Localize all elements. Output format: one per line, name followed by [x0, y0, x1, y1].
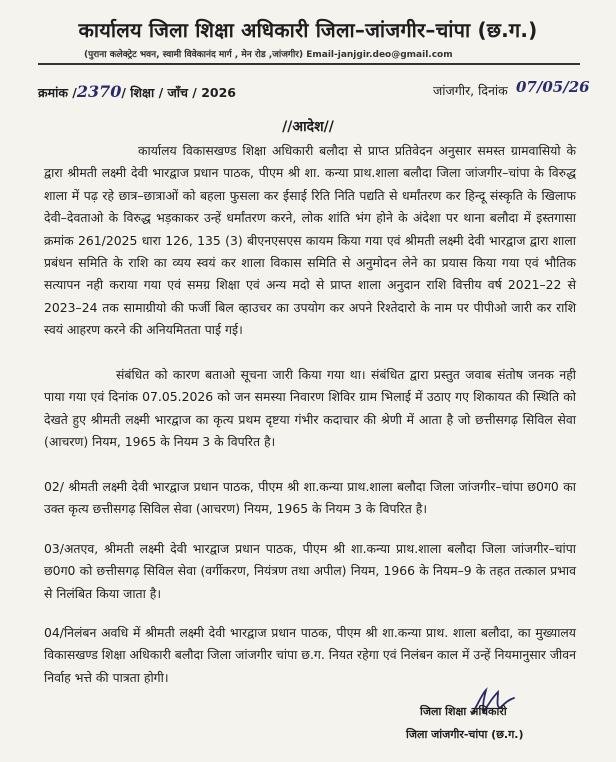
- paragraph-4: 03/अतएव, श्रीमती लक्ष्मी देवी भारद्वाज प्रधान पाठक, पीएम श्री शा.कन्या प्राथ.शाला बलौदा जिला जांजगीर–चांपा छ0ग0 को छत्तीसगढ़ सिविल सेवा (वर्गीकरण, नियंत्रण तथा अपील) नियम, 1966 के नियम–9 के तहत तत्काल प्रभाव से निलंबित किया जाता है।: [44, 541, 576, 601]
- paragraph-1: कार्यालय विकासखण्ड शिक्षा अधिकारी बलौदा से प्राप्त प्रतिवेदन अनुसार समस्त ग्रामवासियो के द्वारा श्रीमती लक्ष्मी देवी भारद्वाज प्रधान पाठक, पीएम श्री शा. कन्या प्राथ.शाला बलौदा जिला जांजगीर–चांपा के विरुद्ध शाला में पढ़ रहे छात्र–छात्राओं को बहला फुसला कर ईसाई रिति निति पद्यति से धर्मांतरण कर हिन्दू संस्कृति के खिलाफ देवी–देवताओ के विरुद्ध भड़काकर उन्हें धर्मांतरण करने, लोक शांति भंग होने के अंदेशा पर थाना बलौदा में इस्तगासा क्रमांक 261/2025 धारा 126, 135 (3) बीएनएसएस कायम किया गया एवं श्रीमती लक्ष्मी देवी भारद्वाज द्वारा शाला प्रबंधन समिति के राशि का व्यय स्वयं कर शाला विकास समिति से अनुमोदन लेने का प्रयास किया गया एवं भौतिक सत्यापन नही कराया गया एवं समग्र शिक्षा एवं अन्य मदो से प्राप्त शाला अनुदान राशि वित्तीय वर्ष 2021–22 से 2023–24 तक सामाग्रीयो की फर्जी बिल व्हाउचर का उपयोग कर अपने रिश्तेदारो के नाम पर पीपीओ जारी कर राशि स्वयं आहरण करने की अनियमितता पाई गई।: [44, 143, 576, 338]
- order-title: //आदेश//: [282, 119, 334, 135]
- letterhead-office-name: कार्यालय जिला शिक्षा अधिकारी जिला–जांजगीर–चांपा (छ.ग.): [78, 18, 538, 42]
- reference-row: [38, 78, 590, 102]
- reference-dept: / शिक्षा / जाँच / 2026: [121, 85, 237, 100]
- reference-handwritten-date: 07/05/26: [516, 78, 590, 96]
- letterhead-address: (पुराना कलेक्ट्रेट भवन, स्वामी विवेकानंद मार्ग , मेन रोड ,जांजगीर) Email-janjgir.deo@gmail.com: [84, 50, 453, 60]
- paragraph-3: 02/ श्रीमती लक्ष्मी देवी भारद्वाज प्रधान पाठक, पीएम श्री शा.कन्या प्राथ.शाला बलौदा जिला जांजगीर–चांपा छ0ग0 का उक्त कृत्य छत्तीसगढ़ सिविल सेवा (आचरण) नियम, 1965 के नियम 3 के विपरित है।: [44, 479, 576, 517]
- signature-title: जिला शिक्षा अधिकारी: [420, 705, 507, 718]
- paragraph-2: संबंधित को कारण बताओ सूचना जारी किया गया था। संबंधित द्वारा प्रस्तुत जवाब संतोष जनक नही पाया गया एवं दिनांक 07.05.2026 को जन समस्या निवारण शिविर ग्राम भिलाई में उठाए गए शिकायत की स्थिति को देखते हुए श्रीमती लक्ष्मी भारद्वाज का कृत्य प्रथम दृष्टया गंभीर कदाचार की श्रेणी में आता है जो छत्तीसगढ़ सिविल सेवा (आचरण) नियम, 1965 के नियम 3 के विपरित है।: [44, 367, 576, 450]
- letterhead-divider: [38, 63, 580, 65]
- reference-place: जांजगीर, दिनांक: [433, 83, 508, 98]
- reference-label: क्रमांक /: [38, 85, 77, 100]
- signature-place: जिला जांजगीर-चांपा (छ.ग.): [406, 728, 524, 741]
- reference-handwritten-number: 2370: [76, 82, 122, 101]
- paragraph-5: 04/निलंबन अवधि में श्रीमती लक्ष्मी देवी भारद्वाज प्रधान पाठक, पीएम श्री शा.कन्या प्राथ. शाला बलौदा, का मुख्यालय विकासखण्ड शिक्षा अधिकारी बलौदा जिला जांजगीर चांपा छ.ग. नियत रहेगा एवं निलंबन काल में उन्हें नियमानुसार जीवन निर्वाह भत्ते की पात्रता होगी।: [44, 625, 576, 685]
- reference-number: [38, 82, 236, 101]
